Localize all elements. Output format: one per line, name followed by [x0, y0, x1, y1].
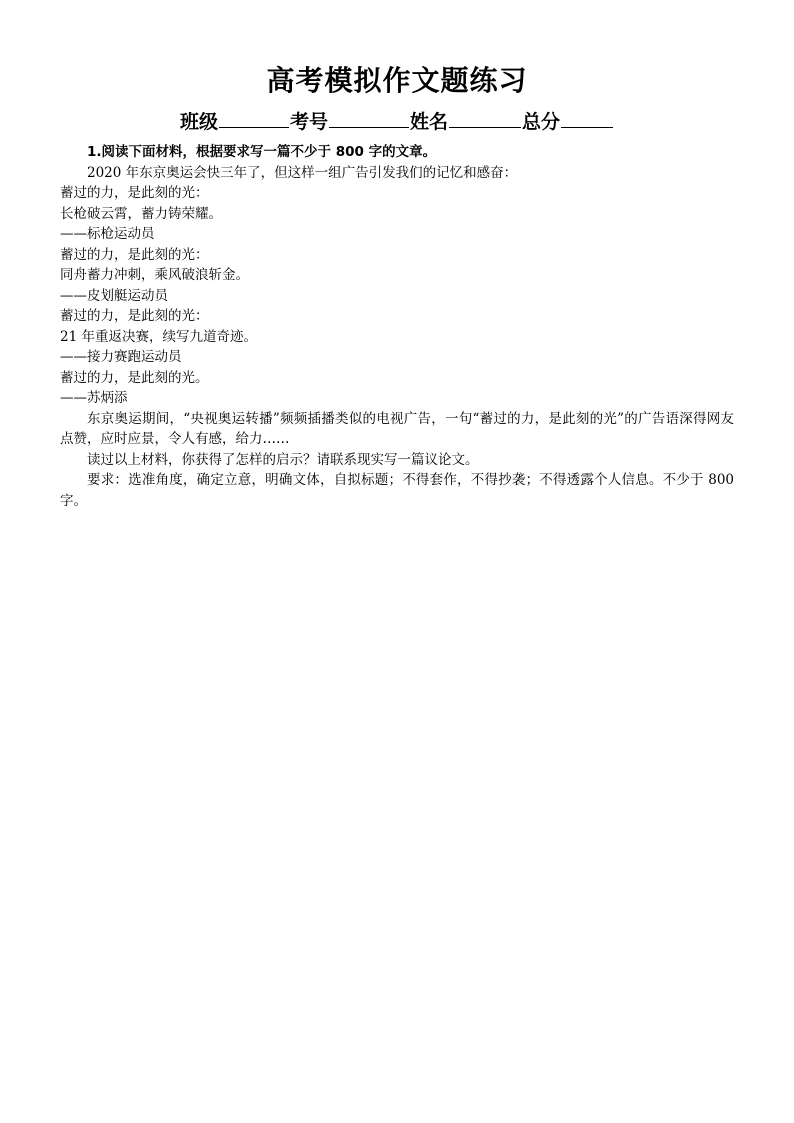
- exam-no-label: 考号: [289, 111, 328, 133]
- material-line: 蓄过的力，是此刻的光：: [60, 246, 209, 263]
- material-line: 蓄过的力，是此刻的光：: [60, 308, 209, 324]
- score-blank: [561, 109, 613, 128]
- question-heading: 1.阅读下面材料，根据要求写一篇不少于 800 字的文章。: [87, 144, 437, 160]
- student-info-line: [60, 108, 734, 136]
- material-line: 21 年重返决赛，续写九道奇迹。: [60, 328, 257, 345]
- requirements-paragraph: 要求：选准角度，确定立意，明确文体，自拟标题；不得套作，不得抄袭；不得透露个人信息。不少于 800 字。: [60, 472, 734, 509]
- material-line: 蓄过的力，是此刻的光。: [60, 369, 209, 386]
- material-line: 同舟蓄力冲刺，乘风破浪斩金。: [60, 267, 249, 283]
- material-line: ——皮划艇运动员: [60, 287, 168, 304]
- material-line: ——接力赛跑运动员: [60, 349, 182, 365]
- prompt-paragraph: 读过以上材料，你获得了怎样的启示？请联系现实写一篇议论文。: [87, 451, 479, 468]
- class-blank: [219, 109, 289, 128]
- class-label: 班级: [179, 111, 218, 133]
- material-line: ——标枪运动员: [60, 226, 155, 242]
- material-paragraph: 东京奥运期间，“央视奥运转播”频频插播类似的电视广告，一句“蓄过的力，是此刻的光”的广告语深得网友点赞，应时应景，令人有感，给力……: [60, 410, 734, 447]
- material-line: 长枪破云霄，蓄力铸荣耀。: [60, 205, 222, 222]
- name-blank: [449, 109, 521, 128]
- exam-no-blank: [329, 109, 409, 128]
- material-line: 蓄过的力，是此刻的光：: [60, 185, 209, 201]
- material-line: ——苏炳添: [60, 390, 128, 406]
- material-intro: 2020 年东京奥运会快三年了，但这样一组广告引发我们的记忆和感奋：: [87, 164, 518, 181]
- score-label: 总分: [522, 111, 561, 133]
- name-label: 姓名: [410, 111, 449, 133]
- question-body: [60, 142, 734, 511]
- page-title: 高考模拟作文题练习: [266, 64, 528, 97]
